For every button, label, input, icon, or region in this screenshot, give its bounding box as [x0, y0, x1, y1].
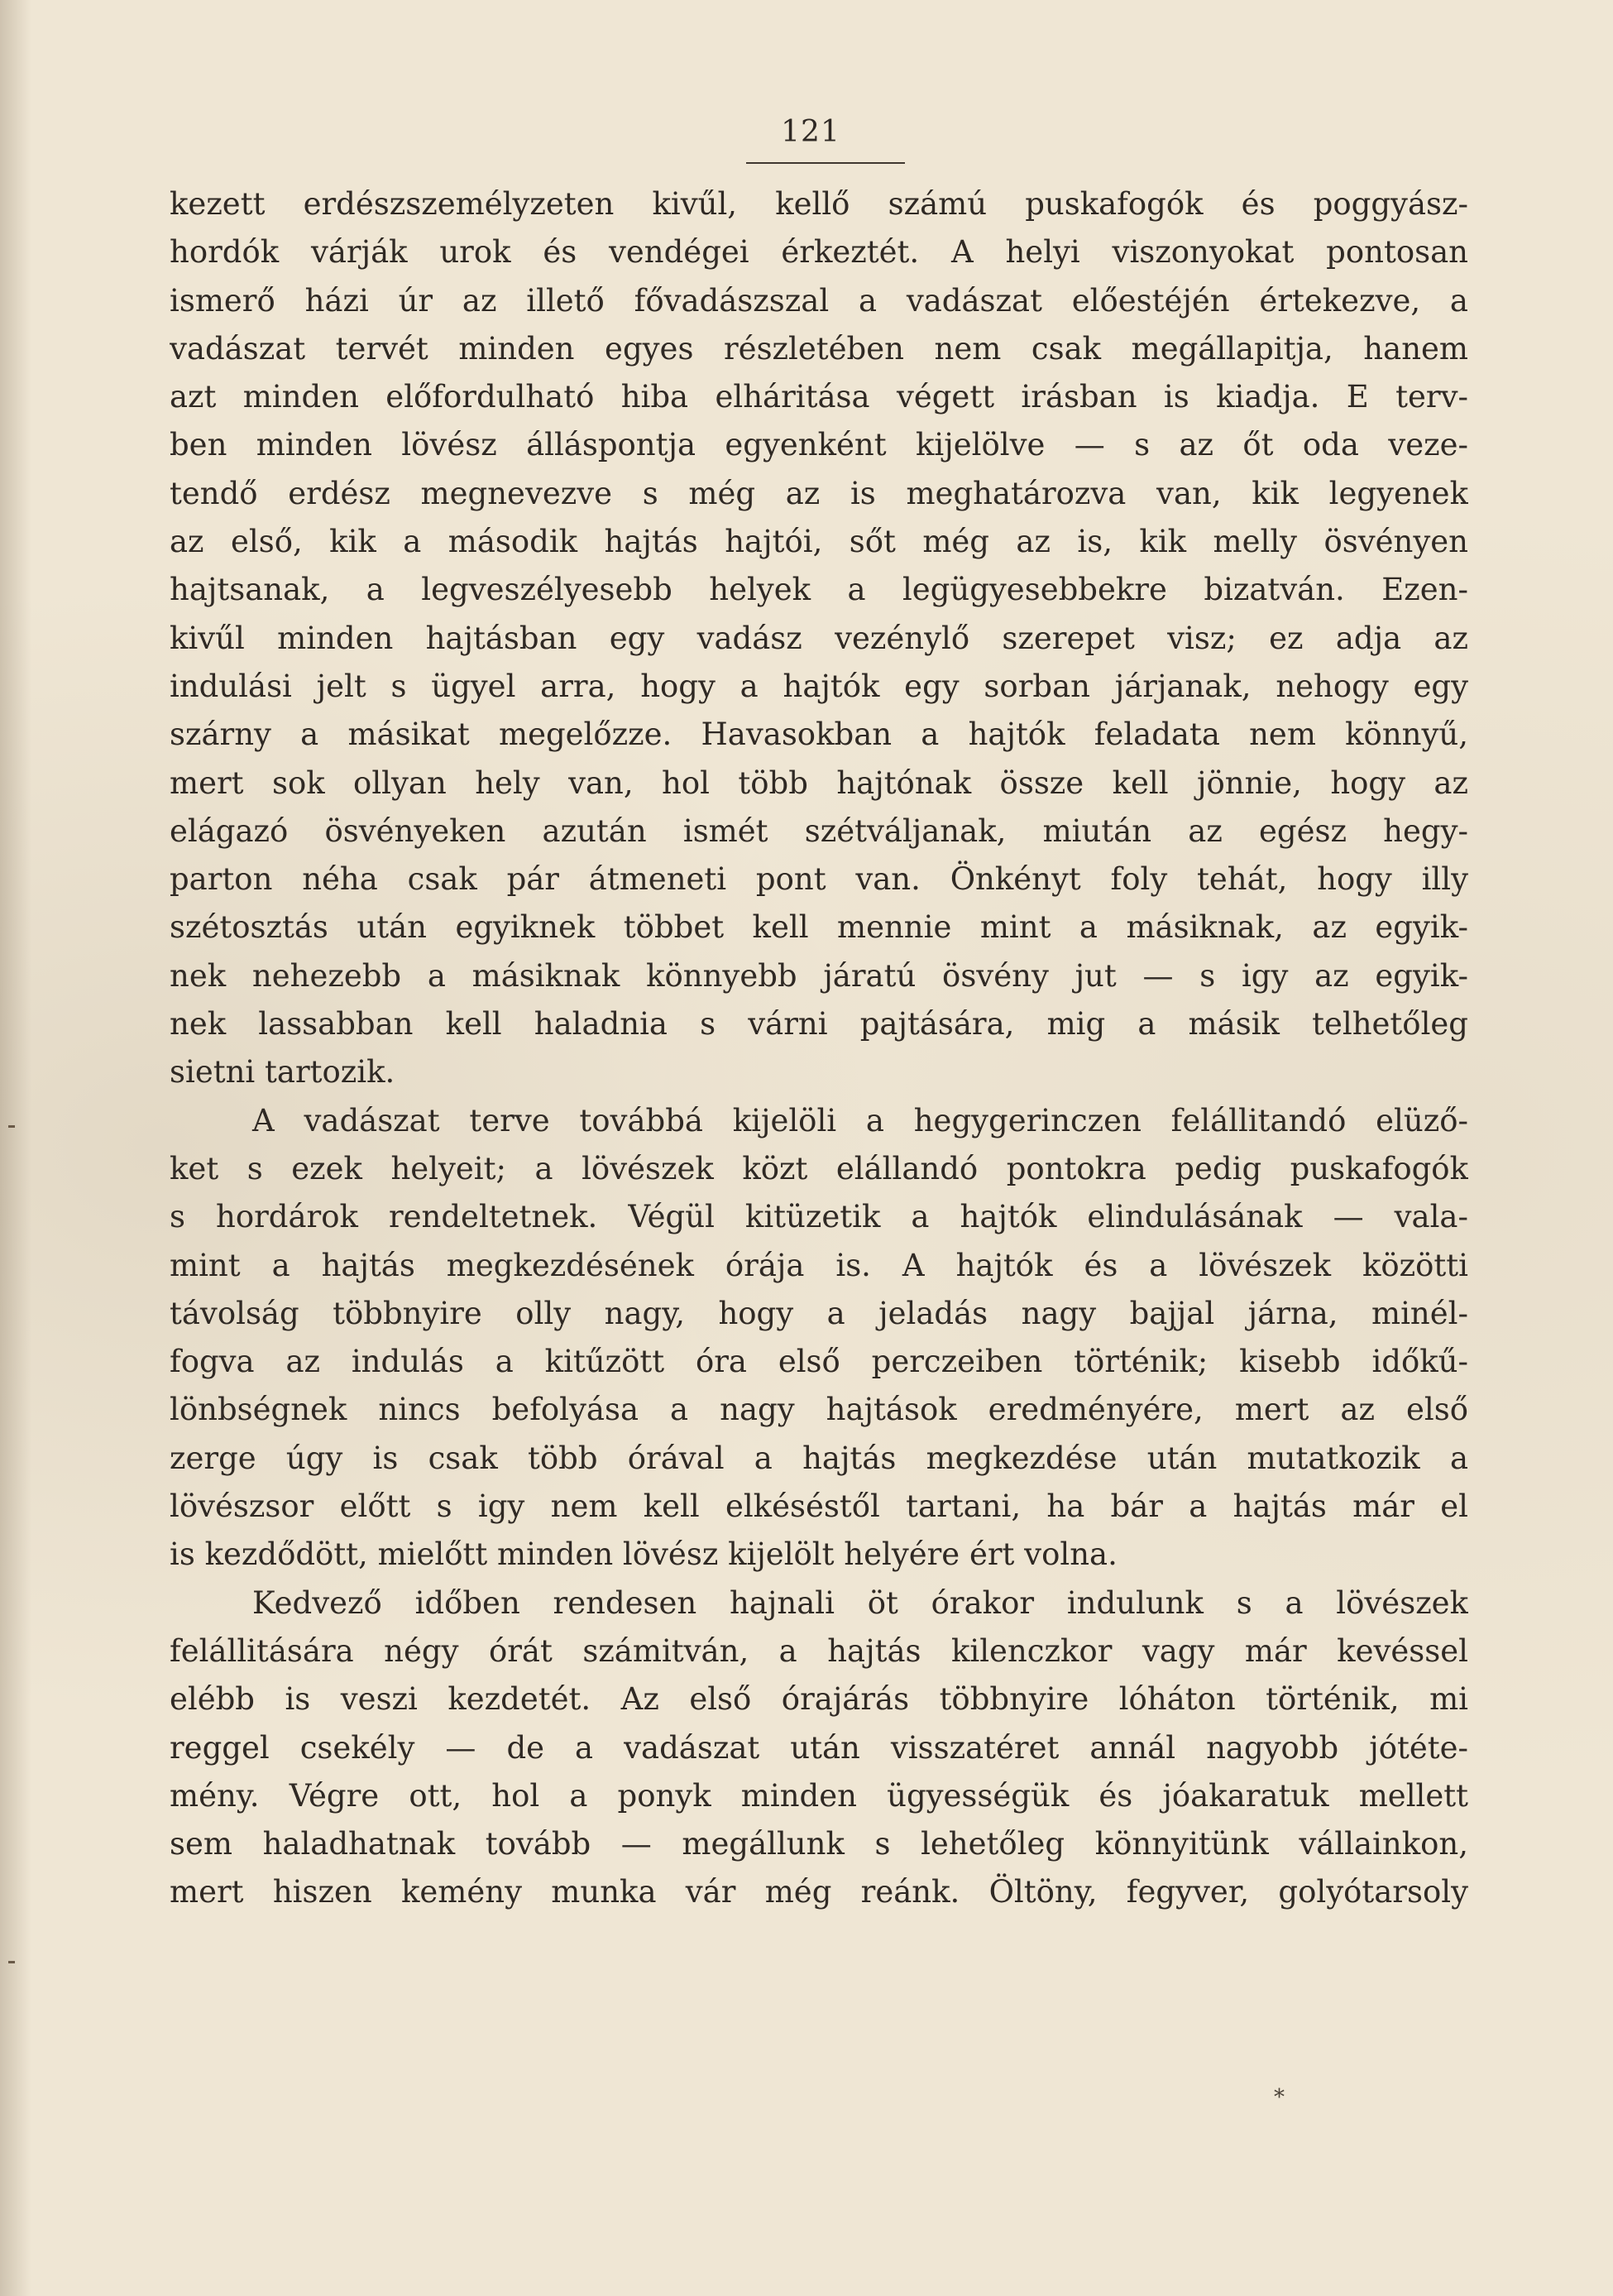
text-line: ismerő házi úr az illető fővadászszal a vadászat előestéjén értekezve, a — [170, 282, 1468, 319]
page-number: 121 — [781, 115, 840, 149]
text-line: kezett erdészszemélyzeten kivűl, kellő számú puskafogók és poggyász- — [170, 186, 1468, 222]
signature-mark: * — [1274, 2085, 1285, 2110]
text-line: parton néha csak pár átmeneti pont van. Önkényt foly tehát, hogy illy — [170, 861, 1468, 898]
text-line: az első, kik a második hajtás hajtói, sőt még az is, kik melly ösvényen — [170, 524, 1468, 560]
paragraph-2 — [170, 1097, 1468, 1579]
text-line: tendő erdész megnevezve s még az is meghatározva van, kik legyenek — [170, 475, 1468, 511]
text-line: reggel csekély — de a vadászat után visszatéret annál nagyobb jótéte- — [170, 1729, 1468, 1766]
margin-mark — [8, 1125, 15, 1128]
text-line: sietni tartozik. — [170, 1054, 395, 1090]
binding-gutter-shadow — [0, 0, 31, 2296]
text-line: lönbségnek nincs befolyása a nagy hajtások eredményére, mert az első — [170, 1392, 1468, 1428]
text-line: mint a hajtás megkezdésének órája is. A hajtók és a lövészek közötti — [170, 1247, 1468, 1283]
text-line: mény. Végre ott, hol a ponyk minden ügyességük és jóakaratuk mellett — [170, 1777, 1468, 1814]
text-line: mert hiszen kemény munka vár még reánk. Öltöny, fegyver, golyótarsoly — [170, 1874, 1468, 1910]
text-line: távolság többnyire olly nagy, hogy a jeladás nagy bajjal járna, minél- — [170, 1295, 1468, 1331]
text-line: A vadászat terve továbbá kijelöli a hegygerinczen felállitandó elüző- — [252, 1102, 1468, 1138]
text-line: hordók várják urok és vendégei érkeztét. A helyi viszonyokat pontosan — [170, 234, 1468, 271]
text-line: is kezdődött, mielőtt minden lövész kijelölt helyére ért volna. — [170, 1536, 1118, 1573]
text-line: indulási jelt s ügyel arra, hogy a hajtók egy sorban járjanak, nehogy egy — [170, 668, 1468, 704]
text-line: fogva az indulás a kitűzött óra első perczeiben történik; kisebb időkű- — [170, 1344, 1468, 1380]
paragraph-3 — [170, 1579, 1468, 1917]
text-line: Kedvező időben rendesen hajnali öt órakor indulunk s a lövészek — [252, 1584, 1468, 1621]
text-line: szétosztás után egyiknek többet kell mennie mint a másiknak, az egyik- — [170, 909, 1468, 946]
text-line: ket s ezek helyeit; a lövészek közt elállandó pontokra pedig puskafogók — [170, 1150, 1468, 1186]
body-text — [170, 180, 1468, 1917]
text-line: elébb is veszi kezdetét. Az első órajárás többnyire lóháton történik, mi — [170, 1681, 1468, 1718]
text-line: nek nehezebb a másiknak könnyebb járatú ösvény jut — s igy az egyik- — [170, 957, 1468, 994]
text-line: vadászat tervét minden egyes részletében nem csak megállapitja, hanem — [170, 330, 1468, 367]
text-line: elágazó ösvényeken azután ismét szétváljanak, miután az egész hegy- — [170, 812, 1468, 849]
text-line: zerge úgy is csak több órával a hajtás megkezdése után mutatkozik a — [170, 1440, 1468, 1476]
text-line: nek lassabban kell haladnia s várni pajtására, mig a másik telhetőleg — [170, 1006, 1468, 1043]
text-line: felállitására négy órát számitván, a hajtás kilenczkor vagy már kevéssel — [170, 1632, 1468, 1669]
text-line: mert sok ollyan hely van, hol több hajtónak össze kell jönnie, hogy az — [170, 765, 1468, 801]
text-line: azt minden előfordulható hiba elháritása végett irásban is kiadja. E terv- — [170, 379, 1468, 415]
page-number-rule — [746, 162, 905, 164]
text-line: kivűl minden hajtásban egy vadász vezénylő szerepet visz; ez adja az — [170, 620, 1468, 656]
text-line: sem haladhatnak tovább — megállunk s lehetőleg könnyitünk vállainkon, — [170, 1826, 1468, 1862]
text-line: szárny a másikat megelőzze. Havasokban a hajtók feladata nem könnyű, — [170, 717, 1468, 753]
paragraph-1 — [170, 180, 1468, 1097]
text-line: s hordárok rendeltetnek. Végül kitüzetik a hajtók elindulásának — vala- — [170, 1199, 1468, 1235]
text-line: ben minden lövész álláspontja egyenként kijelölve — s az őt oda veze- — [170, 427, 1468, 463]
text-line: hajtsanak, a legveszélyesebb helyek a legügyesebbekre bizatván. Ezen- — [170, 572, 1468, 608]
margin-mark — [8, 1961, 15, 1963]
text-line: lövészsor előtt s igy nem kell elkéséstől tartani, ha bár a hajtás már el — [170, 1488, 1468, 1525]
